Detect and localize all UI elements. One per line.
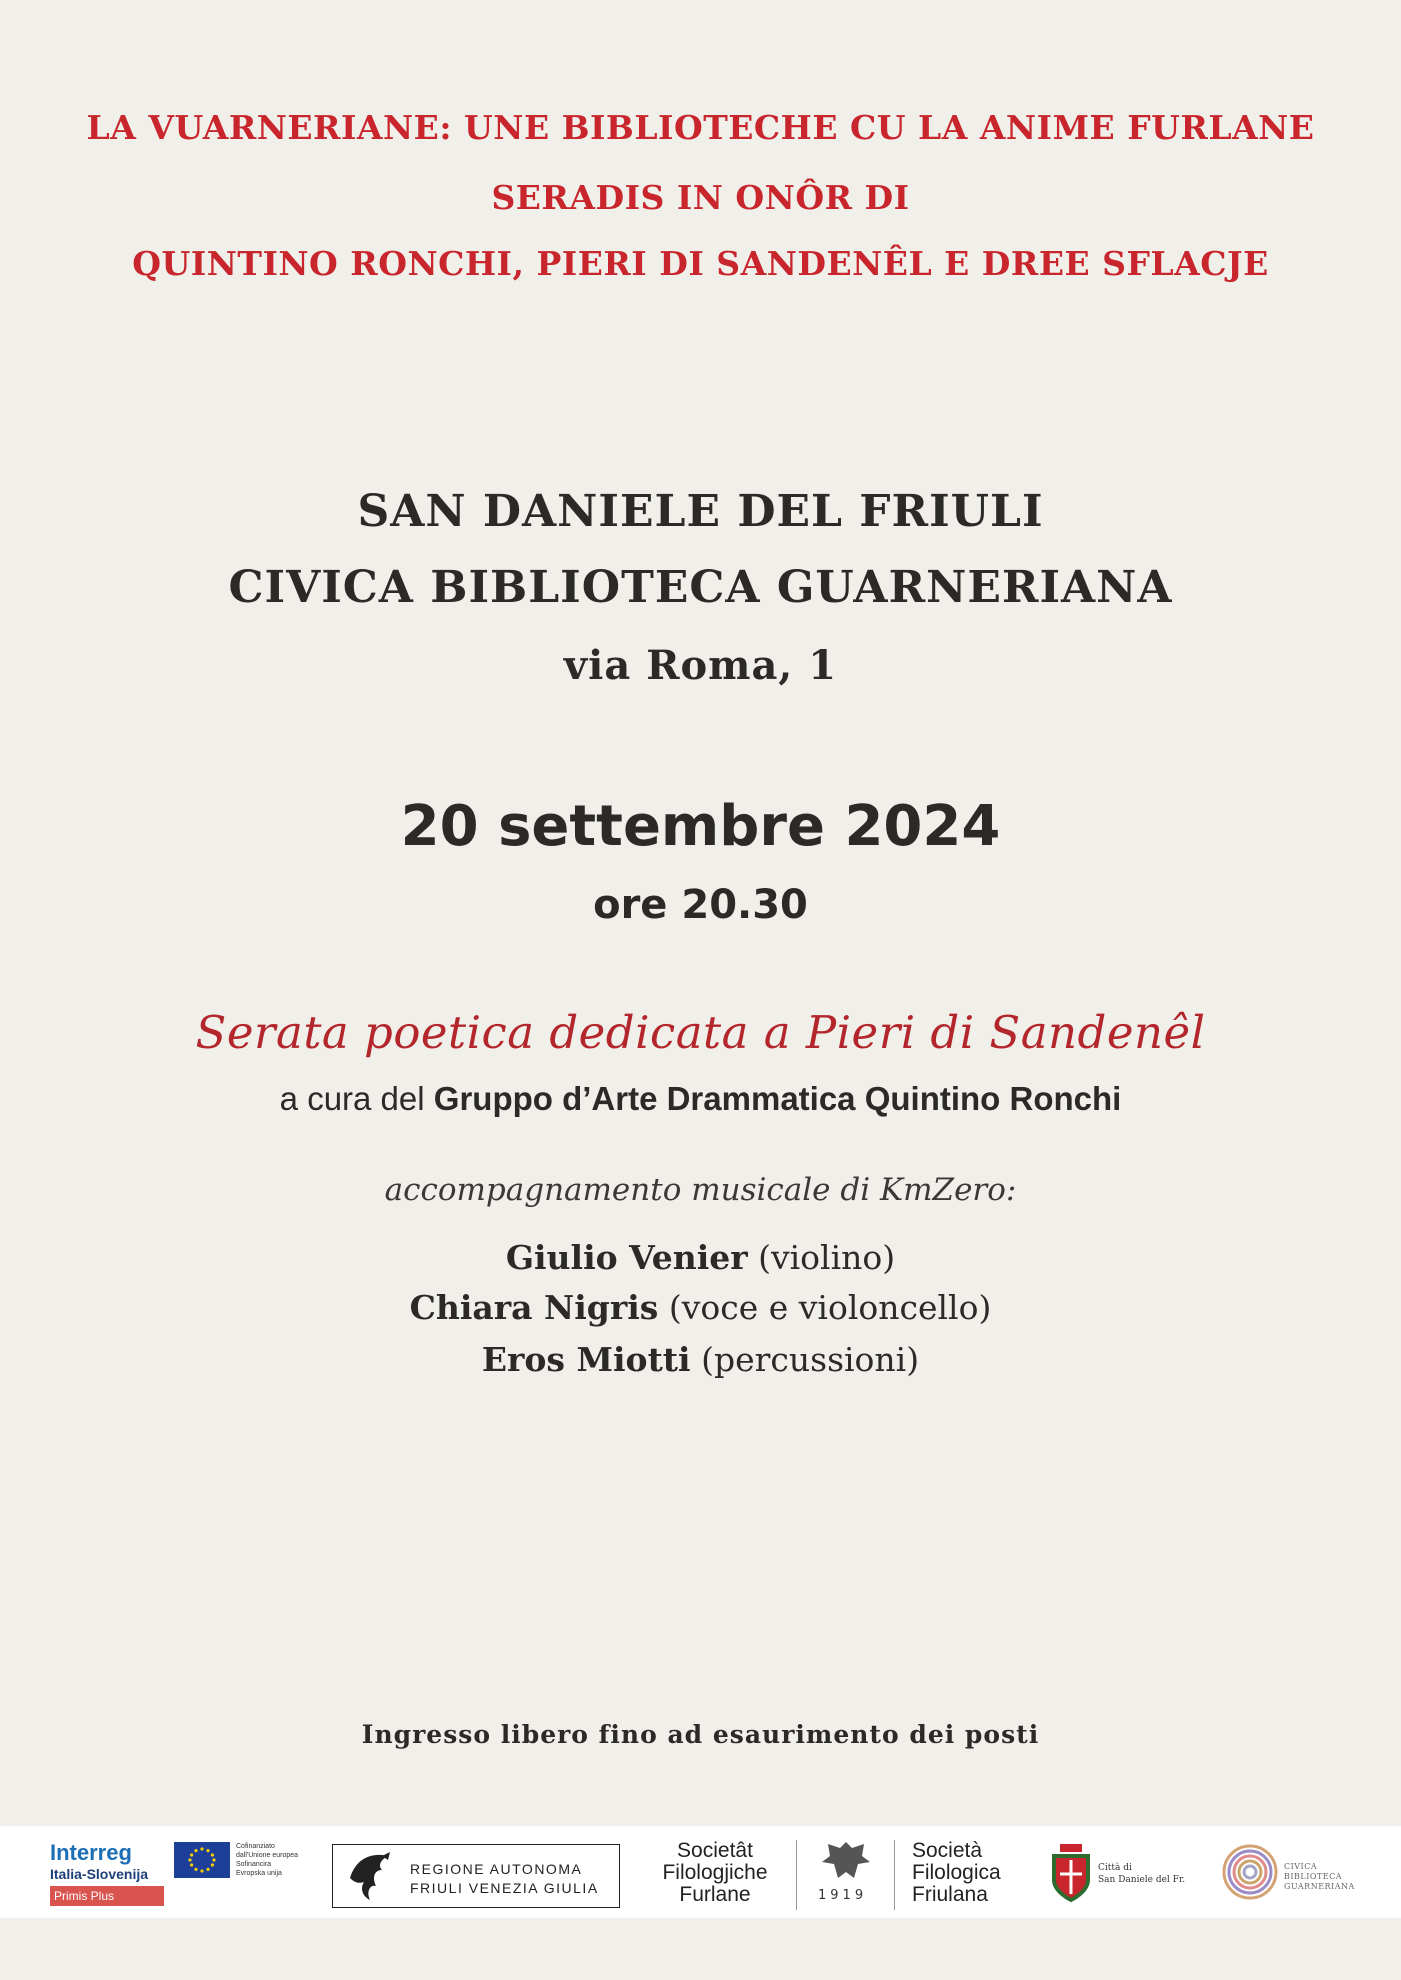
musician-role: (voce e violoncello) bbox=[668, 1288, 992, 1327]
musician-name: Chiara Nigris bbox=[409, 1288, 659, 1327]
musician-line bbox=[0, 1340, 1401, 1379]
sff-italian-name bbox=[912, 1840, 1001, 1906]
venue-city: SAN DANIELE DEL FRIULI bbox=[357, 486, 1044, 537]
musician-name: Eros Miotti bbox=[481, 1340, 691, 1379]
interreg-name: Interreg bbox=[50, 1840, 132, 1865]
sfi-line: Società bbox=[912, 1839, 983, 1862]
eu-text bbox=[236, 1842, 306, 1878]
sff-line: Filologjiche bbox=[662, 1861, 768, 1884]
library-logo-icon bbox=[1222, 1844, 1278, 1904]
sff-furlan-name bbox=[650, 1840, 780, 1906]
eu-text-line: Cofinanziato bbox=[236, 1843, 275, 1850]
eu-text-line: Evropska unija bbox=[236, 1870, 282, 1877]
accompaniment-line: accompagnamento musicale di KmZero: bbox=[384, 1172, 1017, 1208]
venue-library: CIVICA BIBLIOTECA GUARNERIANA bbox=[228, 562, 1173, 613]
library-line: BIBLIOTECA bbox=[1284, 1872, 1343, 1881]
fvg-line: REGIONE AUTONOMA bbox=[410, 1861, 583, 1877]
event-date: 20 settembre 2024 bbox=[400, 794, 1001, 859]
eu-flag-icon bbox=[174, 1842, 230, 1878]
fvg-name bbox=[410, 1860, 599, 1898]
venue-address: via Roma, 1 bbox=[563, 642, 838, 689]
sff-line: Societât bbox=[677, 1839, 753, 1862]
heading-line-1: LA VUARNERIANE: UNE BIBLIOTECHE CU LA ANIME FURLANE bbox=[86, 108, 1315, 147]
musician-line bbox=[0, 1288, 1401, 1327]
library-line: GUARNERIANA bbox=[1284, 1882, 1355, 1891]
eu-text-line: Sofinancira bbox=[236, 1861, 272, 1868]
sff-emblem-icon bbox=[818, 1838, 874, 1890]
city-line: Città di bbox=[1098, 1863, 1132, 1873]
heading-line-2: SERADIS IN ONÔR DI bbox=[491, 178, 910, 217]
city-name bbox=[1098, 1862, 1185, 1886]
eu-text-line: dall'Unione europea bbox=[236, 1852, 299, 1859]
entry-note: Ingresso libero fino ad esaurimento dei posti bbox=[361, 1720, 1040, 1749]
musician-role: (violino) bbox=[758, 1238, 896, 1277]
library-name bbox=[1284, 1862, 1355, 1892]
heading-line-3: QUINTINO RONCHI, PIERI DI SANDENÊL E DREE SFLACJE bbox=[132, 244, 1269, 283]
musician-role: (percussioni) bbox=[701, 1340, 920, 1379]
event-time: ore 20.30 bbox=[593, 882, 808, 928]
divider bbox=[796, 1840, 797, 1910]
emblem-year: 1919 bbox=[818, 1888, 868, 1903]
sponsor-footer bbox=[0, 1826, 1401, 1918]
sfi-line: Filologica bbox=[912, 1861, 1001, 1884]
interreg-region: Italia-Slovenija bbox=[50, 1866, 149, 1882]
sfi-line: Friulana bbox=[912, 1883, 988, 1906]
city-crest-icon bbox=[1046, 1840, 1096, 1910]
event-title: Serata poetica dedicata a Pieri di Sandenêl bbox=[195, 1006, 1206, 1059]
divider bbox=[894, 1840, 895, 1910]
fvg-line: FRIULI VENEZIA GIULIA bbox=[410, 1880, 599, 1896]
curator-prefix: a cura del bbox=[279, 1080, 425, 1117]
city-line: San Daniele del Fr. bbox=[1098, 1875, 1186, 1885]
eagle-icon bbox=[342, 1848, 398, 1910]
sff-line: Furlane bbox=[679, 1883, 751, 1906]
musician-name: Giulio Venier bbox=[505, 1238, 748, 1277]
musician-line bbox=[0, 1238, 1401, 1277]
curator-name: Gruppo d’Arte Drammatica Quintino Ronchi bbox=[433, 1080, 1122, 1117]
library-line: CIVICA bbox=[1284, 1862, 1318, 1871]
interreg-tag: Primis Plus bbox=[50, 1886, 164, 1906]
event-curator bbox=[0, 1080, 1401, 1118]
